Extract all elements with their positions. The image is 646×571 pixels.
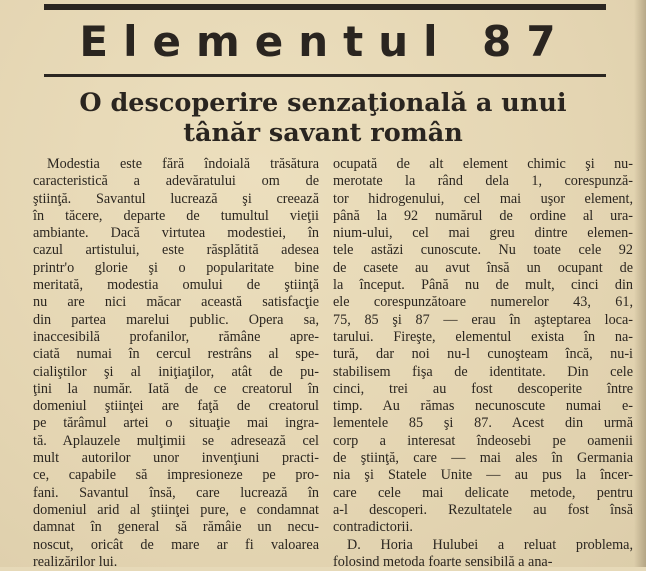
text-line: de ştiinţă, care — mai ales în Germania — [333, 450, 633, 467]
text-line: cazul artistului, este răsplătită adesea — [33, 242, 319, 259]
section-title: Elementul 87 — [79, 17, 571, 66]
headline-line-1: O descoperire senzaţională a unui — [79, 88, 567, 118]
text-line: nium-ului, cel mai greu dintre elemen- — [333, 225, 633, 242]
text-line: realizărilor lui. — [33, 553, 118, 570]
text-line: contradictorii. — [333, 519, 413, 536]
text-line: merotate la rând dela 1, corespunză- — [333, 173, 633, 190]
article-column-right — [333, 156, 633, 571]
text-line: caracteristică a adevăratului om de — [33, 173, 319, 190]
text-line: D. Horia Hulubei a reluat problema, — [347, 536, 633, 553]
text-line: printr'o glorie şi o popularitate bine — [33, 259, 319, 276]
text-line: din partea marelui public. Opera sa, — [33, 311, 319, 328]
text-line: meritată, modestia omului de ştiinţă — [33, 277, 319, 294]
text-line: la început. Până nu de mult, cinci din — [333, 277, 633, 294]
text-line: inaccesibilă profanilor, rămâne apre- — [33, 328, 319, 345]
text-line: nu are nici măcar această satisfacţie — [33, 294, 319, 311]
text-line: ele corespunzătoare numerelor 43, 61, — [333, 294, 633, 311]
text-line: corp a interesat îndeosebi pe oamenii — [333, 432, 633, 449]
text-line: lementele 85 şi 87. Acest din urmă — [333, 415, 633, 432]
text-line: mult autorilor unor invenţiuni practi- — [33, 450, 319, 467]
text-line: damnat în general să rămâie un necu- — [33, 519, 319, 536]
text-line: folosind metoda foarte sensibilă a ana- — [333, 553, 553, 570]
text-line: care cele mai delicate metode, pentru — [333, 484, 633, 501]
text-line: tă. Aplauzele mulţimii se adresează cel — [33, 432, 319, 449]
text-line: ce, capabile să impresioneze pe pro- — [33, 467, 319, 484]
text-line: domeniul ştiinţei are faţă de creatorul — [33, 398, 319, 415]
text-line: până la 92 numărul de ordine al ura- — [333, 207, 633, 224]
text-line: de casete au avut însă un ocupant de — [333, 259, 633, 276]
title-underline — [44, 74, 606, 77]
text-line: domeniul arid al ştiinţei pure, e condamnat — [33, 501, 319, 518]
text-line: timp. Au rămas necunoscute numai e- — [333, 398, 633, 415]
text-line: stabilisem fişa de identitate. Din cele — [333, 363, 633, 380]
text-line: pe tărâmul artei o situaţie mai ingra- — [33, 415, 319, 432]
text-line: ţini la număr. Iată de ce creatorul în — [33, 380, 319, 397]
text-line: a-l descoperi. Rezultatele au fost însă — [333, 501, 633, 518]
text-line: tele astăzi cunoscute. Nu toate cele 92 — [333, 242, 633, 259]
text-line: noscut, oricât de mare ar fi valoarea — [33, 536, 319, 553]
text-line: ştiinţă. Savantul lucrează şi creează — [33, 190, 319, 207]
text-line: ciată numai în cercul restrâns al spe- — [33, 346, 319, 363]
text-line: tor hidrogenului, cel mai uşor element, — [333, 190, 633, 207]
headline-line-2: tânăr savant român — [183, 118, 463, 148]
text-line: 75, 85 şi 87 — erau în aşteptarea loca- — [333, 311, 633, 328]
text-line: în tăcere, departe de tumultul vieţii — [33, 207, 319, 224]
text-line: cinci, trei au fost descoperite între — [333, 380, 633, 397]
text-line: ambiante. Dacă virtutea modestiei, în — [33, 225, 319, 242]
text-line: cialiştilor şi al iniţiaţilor, atât de pu- — [33, 363, 319, 380]
text-line: Modestia este fără îndoială trăsătura — [47, 156, 319, 172]
text-line: ocupată de alt element chimic şi nu- — [333, 156, 633, 172]
text-line: tură, dar noi nu-l cunoşteam încă, nu-i — [333, 346, 633, 363]
article-column-left — [33, 156, 319, 571]
top-rule — [44, 4, 606, 10]
page-edge-shadow — [634, 0, 646, 567]
text-line: nia şi Statele Unite — au pus la încer- — [333, 467, 633, 484]
text-line: fani. Savantul însă, care lucrează în — [33, 484, 319, 501]
article-headline — [10, 88, 636, 148]
text-line: tarului. Fireşte, elementul exista în na- — [333, 328, 633, 345]
